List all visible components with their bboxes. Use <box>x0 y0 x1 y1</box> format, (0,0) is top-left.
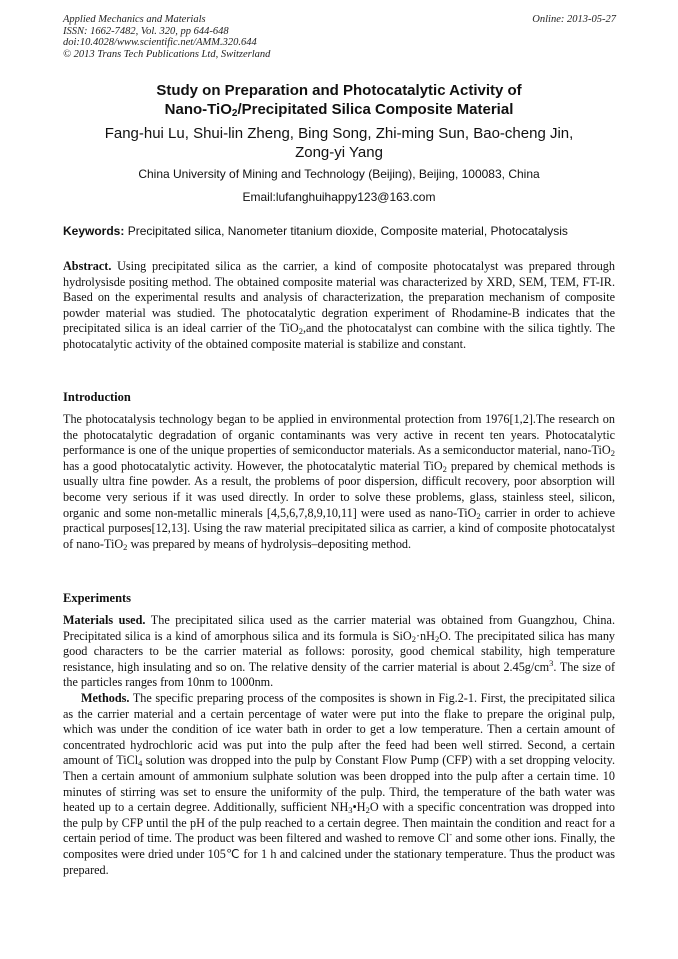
abstract: Abstract. Using precipitated silica as the carrier, a kind of composite photocatalyst was prepared through hydrolysisde positing method. The obtained composite material was characterized by XRD, SEM, TEM, FT-IR. Based on the experimental results and analysis of characterization, the preparation mechanism of composite powder material was studied. The photocatalytic degration experiment of Rhodamine-B indicates that the precipitated silica is an ideal carrier of the TiO$_2$,and the photocatalyst can combine with the silica tightly. The photocatalytic activity of the obtained composite material is stabilize and constant. <box>63 259 615 351</box>
doi-line: doi:10.4028/www.scientific.net/AMM.320.644 <box>63 37 257 49</box>
experiments-heading: Experiments <box>63 591 132 605</box>
abstract-label: Abstract. <box>63 259 112 273</box>
title-line-1: Study on Preparation and Photocatalytic Activity of <box>156 82 522 99</box>
introduction-heading: Introduction <box>63 390 131 404</box>
author-email: Email:lufanghuihappy123@163.com <box>242 190 436 204</box>
methods-paragraph: Methods. The specific preparing process of the composites is shown in Fig.2-1. First, the precipitated silica as the carrier material and a certain percentage of water were put into the flake to prepare the original pulp, which was under the condition of ice water bath in order to get a low temperature. Then a certain amount of concentrated hydrochloric acid was put into the pulp after the feed had been well stirred. Second, a certain amount of TiCl$_4$ solution was dropped into the pulp by Constant Flow Pump (CFP) with a set dropping velocity. Then a certain amount of ammonium sulphate solution was been dropped into the pulp after a certain time. 10 minutes of stirring was set to ensure the uniformity of the pulp. Third, the temperature of the bath water was heated up to a certain degree. Additionally, sufficient $NH_3•H_2O$ with a specific concentration was dropped into the pulp by CFP until the pH of the pulp reached to a certain degree. Then maintain the condition and react for a certain period of time. The product was been filtered and washed to remove Cl- and some other ions. Finally, the composites were dried under 105℃ for 1 h and calcined under the stationary temperature. Thus the product was prepared. <box>63 690 616 877</box>
introduction-body: The photocatalysis technology began to be applied in environmental protection from 1976[1,2].The research on the photocatalytic degradation of organic contaminants was very active in recent ten years. Photocatalytic performance is one of the unique properties of semiconductor materials. As a semiconductor material, nano-TiO$_2$ has a good photocatalytic activity. However, the photocatalytic material TiO$_2$ prepared by chemical methods is usually ultra fine powder. As a result, the problems of poor dispersion, difficult recovery, poor absorption will become very serious if it was used directly. In order to solve these problems, glass, stainless steel, silicon, organic and some non-metallic minerals [4,5,6,7,8,9,10,11] were used as nano-TiO$_2$ carrier in order to achieve practical purposes[12,13]. Using the raw material precipitated silica as carrier, a kind of composite photocatalyst of nano-TiO$_2$ was prepared by means of hydrolysis–depositing method. <box>63 412 615 552</box>
materials-paragraph: Materials used. The precipitated silica used as the carrier material was obtained from Guangzhou, China. Precipitated silica is a kind of amorphous silica and its formula is $SiO_2\cdot nH_2O$. The precipitated silica has many good characters to be the carrier material as follows: porosity, good chemical stability, high temperature resistance, high insulating and so on. The relative density of the carrier material is about $2.45g/cm^3$. The size of the particles ranges from 10nm to 1000nm. <box>63 613 616 690</box>
keywords <box>63 224 615 239</box>
materials-label: Materials used. <box>63 613 146 627</box>
journal-name: Applied Mechanics and Materials <box>63 14 206 25</box>
online-date: Online: 2013-05-27 <box>532 14 616 25</box>
journal-header <box>63 14 270 60</box>
author-list: Fang-hui Lu, Shui-lin Zheng, Bing Song, Zhi-ming Sun, Bao-cheng Jin, Zong-yi Yang <box>104 125 574 161</box>
experiments-body <box>63 613 615 878</box>
keywords-label: Keywords: <box>63 224 125 238</box>
copyright-line: © 2013 Trans Tech Publications Ltd, Switzerland <box>63 48 271 60</box>
keywords-text: Precipitated silica, Nanometer titanium dioxide, Composite material, Photocatalysis <box>124 224 568 238</box>
title-line-2: Nano-TiO$_2$/Precipitated Silica Composite Material <box>164 100 514 119</box>
paper-title <box>63 82 615 119</box>
affiliation: China University of Mining and Technology (Beijing), Beijing, 100083, China <box>138 167 540 181</box>
methods-label: Methods. <box>81 690 130 705</box>
issn-line: ISSN: 1662-7482, Vol. 320, pp 644-648 <box>63 25 229 37</box>
